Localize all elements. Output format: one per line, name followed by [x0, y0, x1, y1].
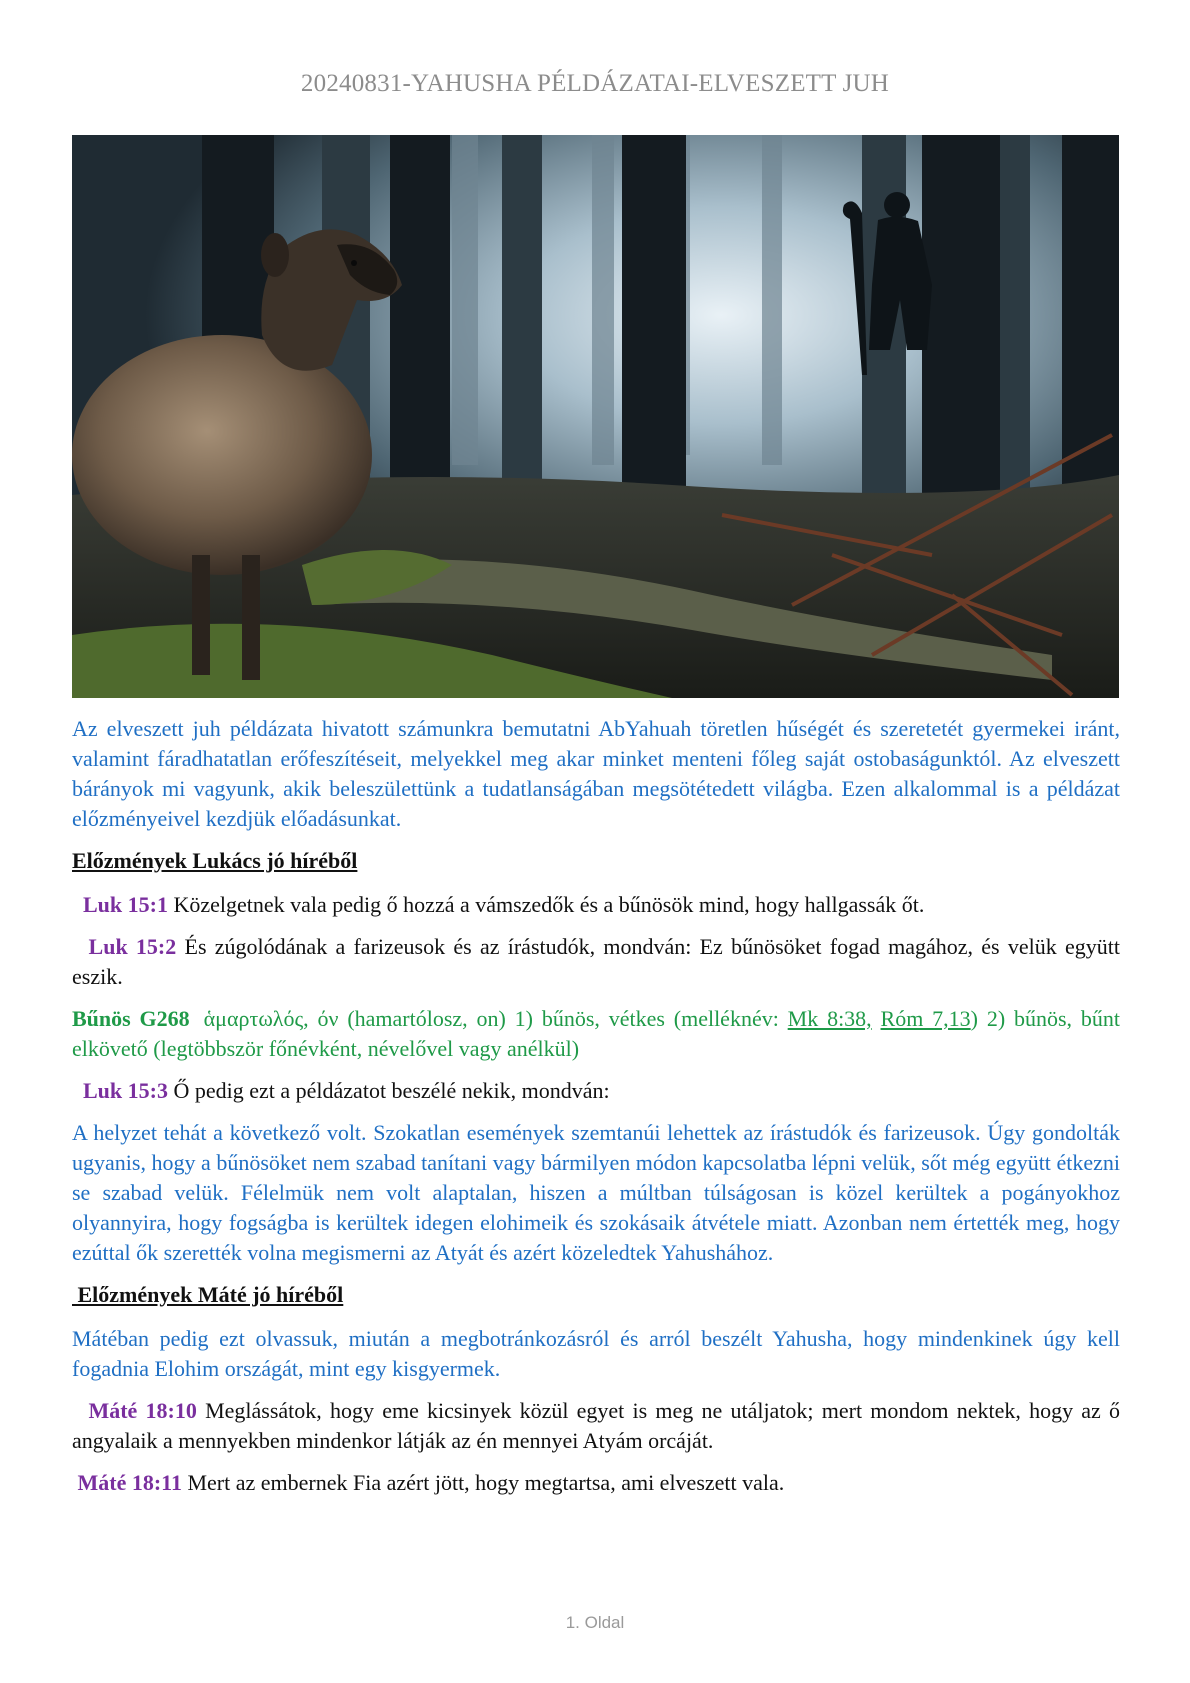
strongs-label: Bűnös G268 — [72, 1006, 190, 1031]
reference-link-mk[interactable]: Mk 8:38, — [787, 1006, 872, 1031]
verse-ref: Luk 15:1 — [83, 892, 168, 917]
heading-luke: Előzmények Lukács jó híréből — [72, 848, 358, 873]
verse-luke-15-2 — [72, 932, 1120, 992]
verse-text: Mert az embernek Fia azért jött, hogy megtartsa, ami elveszett vala. — [187, 1470, 785, 1495]
heading-matthew-text: Előzmények Máté jó híréből — [77, 1282, 344, 1307]
verse-luke-15-1 — [72, 890, 1120, 920]
intro-paragraph: Az elveszett juh példázata hivatott számunkra bemutatni AbYahuah töretlen hűségét és szeretetét gyermekei iránt, valamint fáradhatatlan erőfeszítéseit, melyekkel meg akar minket menteni főleg saját ostobaságunktól. Az elveszett bárányok mi vagyunk, akik beleszülettünk a tudatlanságában megsötétedett világba. Ezen alkalommal is a példázat előzményeivel kezdjük előadásunkat. — [72, 716, 1120, 831]
verse-ref: Máté 18:11 — [77, 1470, 182, 1495]
heading-matthew — [72, 1280, 1120, 1310]
commentary-paragraph: A helyzet tehát a következő volt. Szokatlan események szemtanúi lehettek az írástudók és farizeusok. Úgy gondolták ugyanis, hogy a bűnösöket nem szabad tanítani vagy bármilyen módon kapcsolatba lépni velük, sőt még együtt étkezni se szabad velük. Félelmük nem volt alaptalan, hiszen a múltban túlságosan is közel kerültek a pogányokhoz olyannyira, hogy fogságba is kerültek idegen elohimeik és szokásaik átvétele miatt. Azonban nem értették meg, hogy ezúttal ők szerették volna megismerni az Atyát és azért közeledtek Yahushához. — [72, 1120, 1120, 1265]
verse-ref: Máté 18:10 — [88, 1398, 197, 1423]
verse-text: Ő pedig ezt a példázatot beszélé nekik, mondván: — [173, 1078, 610, 1103]
hero-image-sheep-shepherd-forest — [72, 135, 1119, 698]
forest-illustration — [72, 135, 1119, 698]
strongs-text-a: (hamartólosz, on) 1) bűnös, vétkes (melléknév: — [347, 1006, 779, 1031]
verse-text: És zúgolódának a farizeusok és az írástudók, mondván: Ez bűnösöket fogad magához, és velük együtt eszik. — [72, 934, 1121, 989]
page-title: 20240831-YAHUSHA PÉLDÁZATAI-ELVESZETT JUH — [300, 70, 890, 97]
verse-matt-18-10 — [72, 1396, 1120, 1456]
matthew-intro-paragraph: Mátéban pedig ezt olvassuk, miután a megbotránkozásról és arról beszélt Yahusha, hogy mindenkinek úgy kell fogadnia Elohim országát, mint egy kisgyermek. — [72, 1326, 1120, 1381]
strongs-definition — [72, 1004, 1120, 1064]
verse-matt-18-11 — [72, 1468, 1120, 1498]
reference-link-rom[interactable]: Róm 7,13 — [880, 1006, 971, 1031]
verse-ref: Luk 15:2 — [88, 934, 177, 959]
greek-word: ἁμαρτωλός, όν — [203, 1006, 339, 1031]
strongs-text-b: ) 2) bűnös, bűnt elkövető (legtöbbször főnévként, névelővel vagy anélkül) — [72, 1006, 1120, 1061]
page-number: 1. Oldal — [565, 1613, 625, 1632]
verse-text: Meglássátok, hogy eme kicsinyek közül egyet is meg ne utáljatok; mert mondom nektek, hogy az ő angyalaik a mennyekben mindenkor látják az én mennyei Atyám orcáját. — [72, 1398, 1121, 1453]
verse-ref: Luk 15:3 — [83, 1078, 168, 1103]
verse-luke-15-3 — [72, 1076, 1120, 1106]
verse-text: Közelgetnek vala pedig ő hozzá a vámszedők és a bűnösök mind, hogy hallgassák őt. — [173, 892, 925, 917]
article-body — [72, 714, 1120, 1510]
